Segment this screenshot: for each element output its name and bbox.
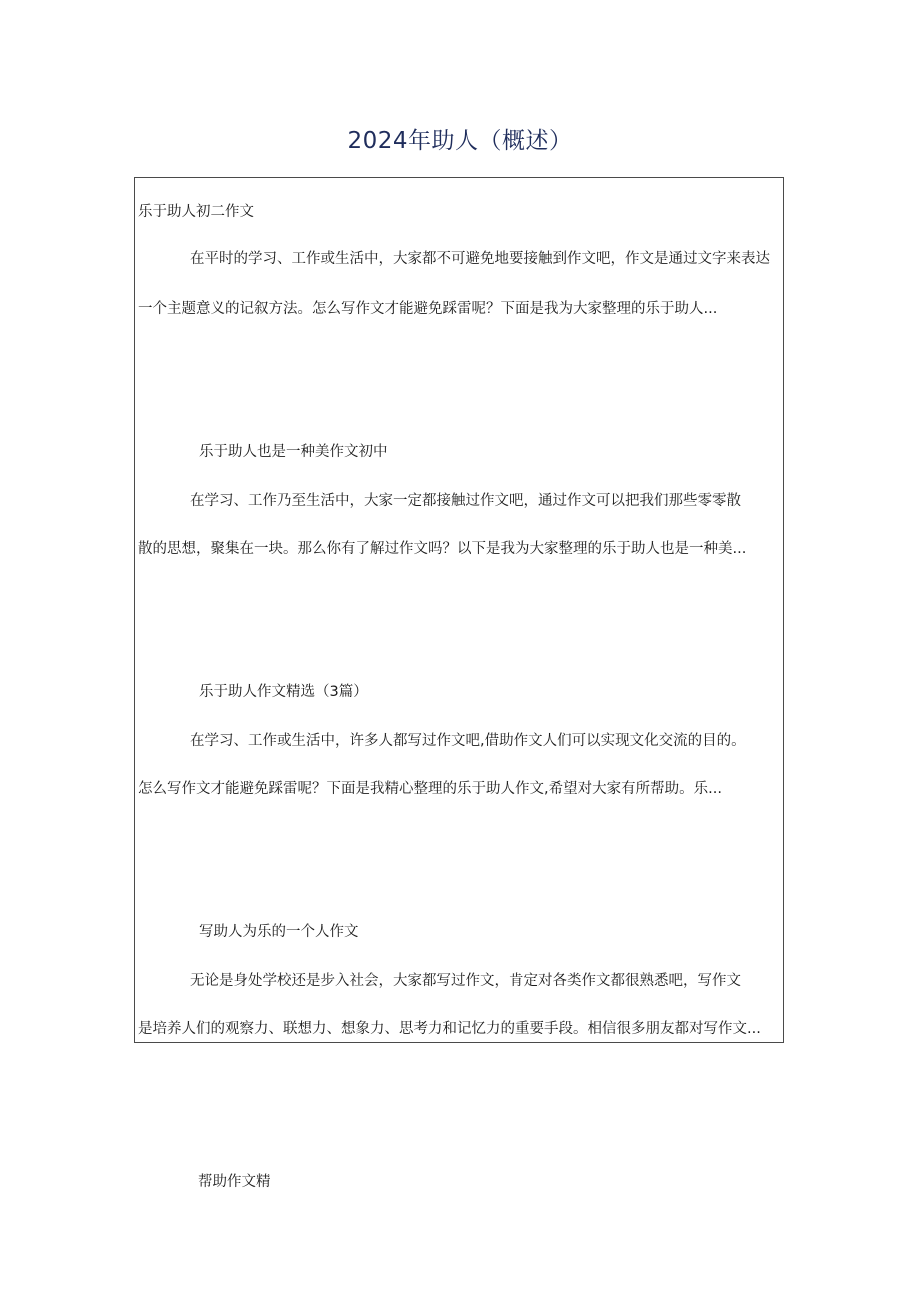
trailing-heading[interactable]: 帮助作文精	[198, 1174, 271, 1190]
article-2-line-2: 散的思想，聚集在一块。那么你有了解过作文吗？以下是我为大家整理的乐于助人也是一种美...	[138, 541, 747, 557]
article-3-line-2: 怎么写作文才能避免踩雷呢？下面是我精心整理的乐于助人作文,希望对大家有所帮助。乐...	[138, 781, 722, 797]
article-1-line-2: 一个主题意义的记叙方法。怎么写作文才能避免踩雷呢？下面是我为大家整理的乐于助人...	[138, 301, 718, 317]
article-1-heading[interactable]: 乐于助人初二作文	[138, 204, 254, 220]
article-2-line-1: 在学习、工作乃至生活中，大家一定都接触过作文吧，通过作文可以把我们那些零零散	[190, 493, 741, 509]
article-2-heading[interactable]: 乐于助人也是一种美作文初中	[199, 444, 388, 460]
article-4-heading[interactable]: 写助人为乐的一个人作文	[199, 924, 359, 940]
content-box	[134, 177, 784, 1043]
article-3-line-1: 在学习、工作或生活中，许多人都写过作文吧,借助作文人们可以实现文化交流的目的。	[190, 733, 746, 749]
article-3-heading[interactable]: 乐于助人作文精选（3篇）	[199, 684, 368, 700]
article-1-line-1: 在平时的学习、工作或生活中，大家都不可避免地要接触到作文吧，作文是通过文字来表达	[190, 251, 770, 267]
article-4-line-2: 是培养人们的观察力、联想力、想象力、思考力和记忆力的重要手段。相信很多朋友都对写作文...	[138, 1021, 761, 1037]
article-4-line-1: 无论是身处学校还是步入社会，大家都写过作文，肯定对各类作文都很熟悉吧，写作文	[190, 973, 741, 989]
page-title: 2024年助人（概述）	[347, 128, 573, 154]
